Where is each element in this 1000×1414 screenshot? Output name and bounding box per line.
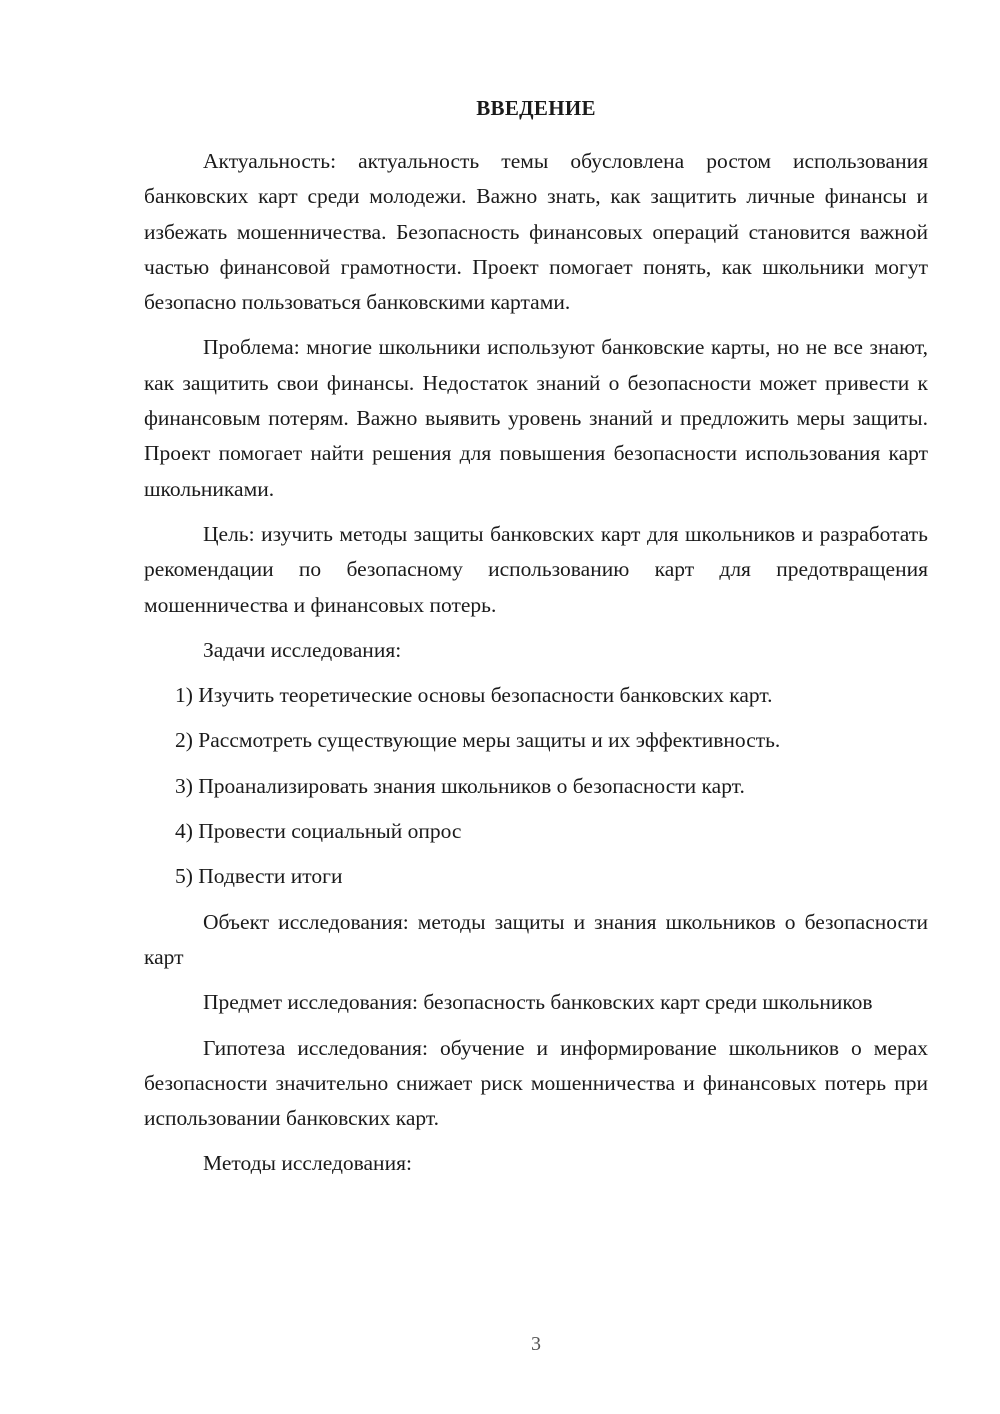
list-item: 3) Проанализировать знания школьников о безопасности карт. <box>175 773 745 798</box>
methods-heading: Методы исследования: <box>203 1151 412 1176</box>
tasks-heading: Задачи исследования: <box>203 637 402 662</box>
list-item: 1) Изучить теоретические основы безопасности банковских карт. <box>175 683 773 708</box>
paragraph-subject: Предмет исследования: безопасность банковских карт среди школьников <box>203 990 873 1015</box>
tasks-list <box>144 678 928 894</box>
paragraph-problem: Проблема: многие школьники используют банковские карты, но не все знают, как защитить свои финансы. Недостаток знаний о безопасности может привести к финансовым потерям. Важно выявить уровень знаний и предложить меры защиты. Проект помогает найти решения для повышения безопасности использования карт школьниками. <box>144 335 928 501</box>
list-item: 4) Провести социальный опрос <box>175 819 462 844</box>
page-number: 3 <box>531 1333 541 1355</box>
list-item: 5) Подвести итоги <box>175 864 343 889</box>
paragraph-relevance: Актуальность: актуальность темы обусловлена ростом использования банковских карт среди молодежи. Важно знать, как защитить личные финансы и избежать мошенничества. Безопасность финансовых операций становится важной частью финансовой грамотности. Проект помогает понять, как школьники могут безопасно пользоваться банковскими картами. <box>144 149 928 315</box>
paragraph-hypothesis: Гипотеза исследования: обучение и информирование школьников о мерах безопасности значительно снижает риск мошенничества и финансовых потерь при использовании банковских карт. <box>144 1035 928 1131</box>
list-item: 2) Рассмотреть существующие меры защиты и их эффективность. <box>175 728 781 753</box>
paragraph-goal: Цель: изучить методы защиты банковских карт для школьников и разработать рекомендации по безопасному использованию карт для предотвращения мошенничества и финансовых потерь. <box>144 521 928 617</box>
document-body <box>144 144 928 1192</box>
page-title: ВВЕДЕНИЕ <box>476 96 596 120</box>
paragraph-object: Объект исследования: методы защиты и знания школьников о безопасности карт <box>144 909 928 969</box>
